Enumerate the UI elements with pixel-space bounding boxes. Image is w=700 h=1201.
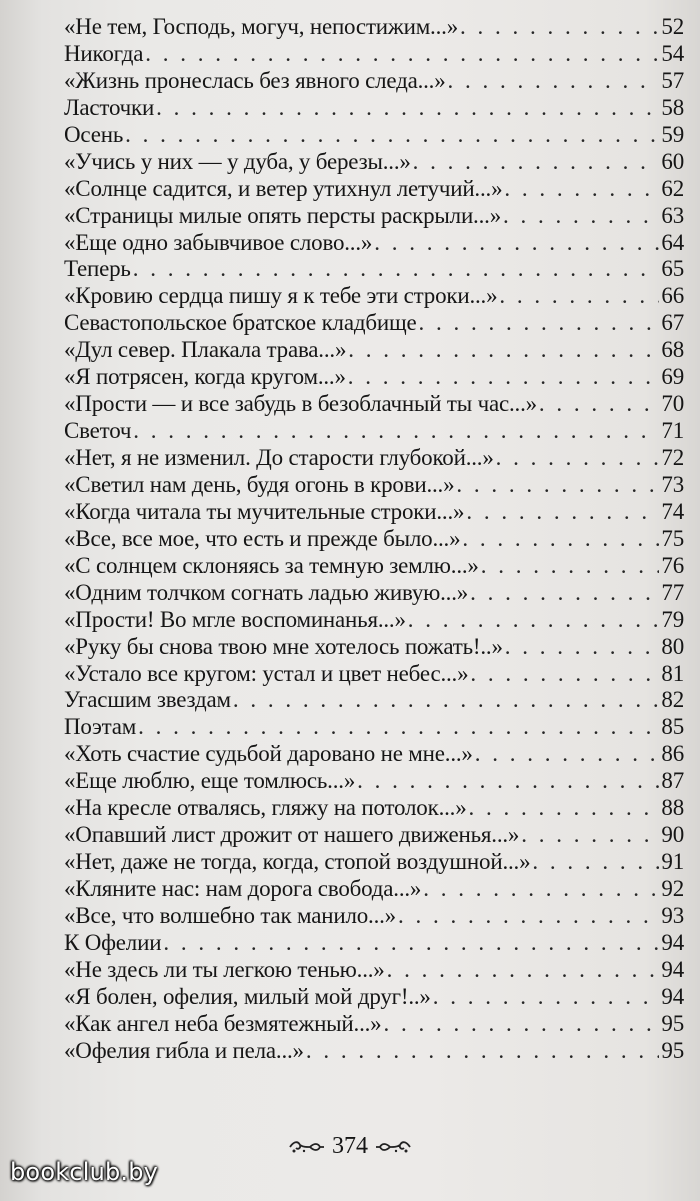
toc-entry [64, 957, 684, 984]
toc-entry-title: Светоч [64, 418, 132, 444]
toc-dot-leader [499, 283, 659, 309]
toc-entry-page: 68 [661, 337, 684, 363]
toc-entry [64, 687, 684, 714]
toc-entry [64, 445, 684, 472]
toc-dot-leader [462, 526, 659, 552]
toc-entry-page: 94 [661, 929, 684, 955]
toc-entry-page: 86 [661, 741, 684, 767]
toc-entry-title: «Все, что волшебно так манило...» [64, 902, 396, 928]
toc-dot-leader [413, 149, 660, 175]
toc-entry [64, 580, 684, 607]
toc-entry-page: 95 [661, 1037, 684, 1063]
toc-dot-leader [163, 930, 659, 956]
toc-entry-title: «Не тем, Господь, могуч, непостижим...» [64, 14, 459, 39]
toc-entry-title: «Одним толчком согнать ладью живую...» [64, 579, 469, 605]
toc-entry-title: «Еще одно забывчивое слово...» [64, 229, 373, 255]
toc-entry [64, 930, 684, 957]
toc-entry-page: 90 [661, 822, 684, 848]
toc-dot-leader [398, 903, 659, 929]
toc-entry-page: 81 [661, 660, 684, 686]
toc-dot-leader [481, 553, 660, 579]
toc-dot-leader [456, 472, 659, 498]
toc-dot-leader [418, 310, 659, 336]
toc-entry-page: 91 [661, 849, 684, 875]
toc-dot-leader [503, 203, 659, 229]
toc-entry-page: 72 [661, 445, 684, 470]
toc-dot-leader [521, 822, 659, 848]
toc-entry-title: «Кровию сердца пишу я к тебе эти строки...» [64, 283, 498, 309]
toc-entry [64, 230, 684, 257]
toc-entry-page: 93 [661, 902, 684, 928]
toc-entry [64, 364, 684, 391]
toc-dot-leader [408, 607, 660, 633]
toc-dot-leader [539, 391, 659, 417]
toc-entry [64, 391, 684, 418]
toc-entry-page: 57 [661, 67, 684, 93]
toc-entry-title: К Офелии [64, 929, 162, 955]
toc-entry-title: «Я болен, офелия, милый мой друг!..» [64, 983, 431, 1009]
toc-entry-page: 76 [661, 552, 684, 578]
toc-dot-leader [448, 68, 660, 94]
toc-entry-page: 77 [661, 579, 684, 605]
toc-entry-title: «Не здесь ли ты легкою тенью...» [64, 956, 385, 982]
toc-entry-page: 70 [661, 391, 684, 417]
toc-entry-page: 59 [661, 121, 684, 147]
toc-entry-title: «Нет, даже не тогда, когда, стопой воздушной...» [64, 849, 531, 875]
toc-dot-leader [348, 337, 659, 363]
toc-entry-title: «Кляните нас: нам дорога свобода...» [64, 876, 422, 901]
toc-dot-leader [532, 849, 659, 875]
toc-entry-title: «Прости — и все забудь в безоблачный ты час...» [64, 391, 537, 417]
toc-entry [64, 714, 684, 741]
toc-entry [64, 122, 684, 149]
toc-entry [64, 768, 684, 795]
toc-entry-page: 62 [661, 175, 684, 201]
toc-entry [64, 68, 684, 95]
toc-entry-page: 63 [661, 202, 684, 228]
toc-entry [64, 149, 684, 176]
toc-entry [64, 849, 684, 876]
toc-entry-title: «На кресле отвалясь, гляжу на потолок...» [64, 795, 467, 821]
toc-entry [64, 176, 684, 203]
toc-entry [64, 499, 684, 526]
toc-dot-leader [306, 1038, 660, 1064]
toc-dot-leader [125, 122, 659, 148]
toc-dot-leader [475, 741, 660, 767]
toc-dot-leader [433, 984, 660, 1010]
toc-entry [64, 310, 684, 337]
toc-entry [64, 526, 684, 553]
toc-entry-page: 79 [661, 606, 684, 632]
toc-dot-leader [133, 418, 659, 444]
toc-entry-title: «Учись у них — у дуба, у березы...» [64, 148, 411, 174]
toc-entry-title: Поэтам [64, 714, 137, 740]
toc-entry-page: 69 [661, 364, 684, 390]
toc-entry-title: «С солнцем склоняясь за темную землю...» [64, 552, 479, 578]
toc-entry-title: «Дул север. Плакала трава...» [64, 337, 347, 363]
toc-dot-leader [156, 95, 659, 121]
toc-entry-title: «Офелия гибла и пела...» [64, 1037, 304, 1063]
toc-entry [64, 822, 684, 849]
toc-entry [64, 472, 684, 499]
toc-entry-title: «Хоть счастие судьбой даровано не мне...» [64, 741, 473, 767]
toc-entry-page: 95 [661, 1010, 684, 1036]
toc-dot-leader [233, 687, 660, 713]
toc-entry-title: «Жизнь пронеслась без явного следа...» [64, 67, 446, 93]
toc-entry-title: «Светил нам день, будя огонь в крови...» [64, 471, 455, 497]
toc-entry-page: 94 [661, 956, 684, 982]
toc-entry-page: 87 [661, 768, 684, 794]
toc-entry-title: Ласточки [64, 94, 155, 120]
toc-entry-title: Никогда [64, 40, 144, 66]
toc-entry-page: 65 [661, 256, 684, 282]
toc-entry-title: «Как ангел неба безмятежный...» [64, 1010, 382, 1036]
toc-entry-page: 60 [661, 148, 684, 174]
toc-entry-page: 58 [661, 94, 684, 120]
toc-entry-title: «Все, все мое, что есть и прежде было...» [64, 525, 461, 551]
toc-entry-title: «Еще люблю, еще томлюсь...» [64, 768, 356, 794]
toc-entry-title: «Когда читала ты мучительные строки...» [64, 498, 465, 524]
toc-dot-leader [423, 876, 659, 902]
toc-entry-page: 80 [661, 633, 684, 659]
toc-dot-leader [357, 768, 659, 794]
toc-entry [64, 337, 684, 364]
toc-entry-page: 88 [661, 795, 684, 821]
ornament-left-icon [288, 1138, 326, 1156]
toc-entry-page: 52 [661, 14, 684, 39]
toc-entry-page: 92 [661, 876, 684, 901]
toc-entry [64, 795, 684, 822]
toc-dot-leader [374, 230, 659, 256]
toc-entry [64, 1038, 684, 1065]
toc-dot-leader [133, 256, 660, 282]
toc-entry-page: 66 [661, 283, 684, 309]
toc-entry-title: «Устало все кругом: устал и цвет небес...» [64, 660, 469, 686]
ornament-right-icon [374, 1138, 412, 1156]
toc-entry [64, 203, 684, 230]
toc-entry-page: 73 [661, 471, 684, 497]
toc-dot-leader [470, 661, 659, 687]
toc-entry-title: «Нет, я не изменил. До старости глубокой...» [64, 445, 494, 470]
toc-entry [64, 634, 684, 661]
toc-entry [64, 95, 684, 122]
toc-dot-leader [138, 714, 659, 740]
toc-entry-title: Угасшим звездам [64, 687, 231, 713]
page-number: 374 [332, 1133, 368, 1159]
toc-entry-page: 54 [661, 40, 684, 66]
toc-page [64, 14, 684, 1065]
toc-entry-title: «Руку бы снова твою мне хотелось пожать!..» [64, 633, 503, 659]
toc-entry-title: «Опавший лист дрожит от нашего движенья...» [64, 822, 520, 848]
toc-entry-title: Теперь [64, 256, 131, 282]
toc-entry [64, 418, 684, 445]
toc-dot-leader [504, 176, 659, 202]
toc-entry-title: Осень [64, 121, 124, 147]
toc-entry-page: 82 [661, 687, 684, 713]
toc-dot-leader [460, 14, 659, 40]
toc-entry-page: 94 [661, 983, 684, 1009]
toc-dot-leader [387, 957, 660, 983]
toc-dot-leader [505, 634, 660, 660]
toc-dot-leader [469, 795, 660, 821]
toc-dot-leader [470, 580, 659, 606]
toc-entry [64, 283, 684, 310]
toc-entry-page: 67 [661, 310, 684, 336]
toc-dot-leader [466, 499, 659, 525]
toc-entry [64, 553, 684, 580]
toc-entry [64, 14, 684, 41]
toc-entry [64, 41, 684, 68]
toc-entry [64, 1011, 684, 1038]
toc-entry [64, 903, 684, 930]
toc-entry [64, 661, 684, 688]
toc-dot-leader [348, 364, 660, 390]
toc-entry [64, 876, 684, 903]
toc-dot-leader [384, 1011, 660, 1037]
toc-entry-page: 64 [661, 229, 684, 255]
toc-entry-title: «Прости! Во мгле воспоминанья...» [64, 606, 406, 632]
toc-dot-leader [145, 41, 659, 67]
toc-entry [64, 741, 684, 768]
toc-entry-title: Севастопольское братское кладбище [64, 310, 417, 336]
toc-entry [64, 256, 684, 283]
toc-dot-leader [496, 445, 660, 471]
toc-entry-title: «Солнце садится, и ветер утихнул летучий...» [64, 175, 503, 201]
toc-entry-page: 74 [661, 498, 684, 524]
watermark-label: bookclub.by [10, 1158, 159, 1186]
toc-entry-page: 75 [661, 525, 684, 551]
toc-entry-page: 71 [661, 418, 684, 444]
toc-entry-title: «Страницы милые опять персты раскрыли...» [64, 202, 501, 228]
toc-entry [64, 984, 684, 1011]
toc-entry-page: 85 [661, 714, 684, 740]
toc-entry [64, 607, 684, 634]
page-footer [0, 1133, 700, 1160]
table-of-contents [64, 14, 684, 1065]
toc-entry-title: «Я потрясен, когда кругом...» [64, 364, 346, 390]
